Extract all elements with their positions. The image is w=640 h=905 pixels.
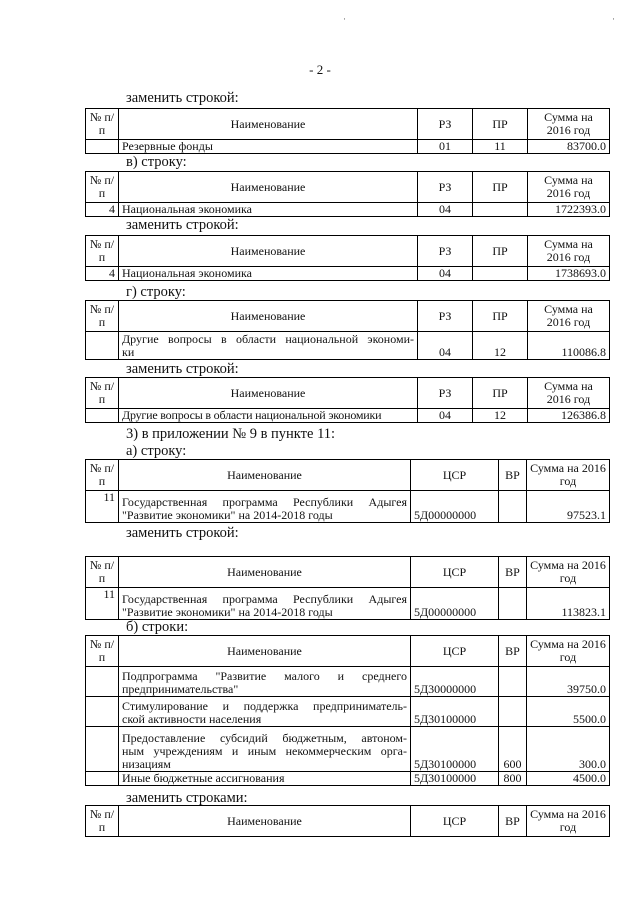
row-name: Резервные фонды [119, 140, 418, 154]
row-num: 4 [86, 203, 119, 217]
header-rz: РЗ [418, 301, 473, 332]
table [85, 108, 610, 154]
header-sum: Сумма на 2016 год [527, 806, 610, 837]
header-vr: ВР [499, 806, 527, 837]
header-pr: ПР [473, 172, 528, 203]
row-rz: 04 [418, 409, 473, 423]
row-csr: 5Д00000000 [411, 588, 499, 620]
header-num: № п/п [86, 236, 119, 267]
header-name: Наименование [119, 460, 411, 491]
row-sum: 83700.0 [528, 140, 610, 154]
caption: г) строку: [126, 284, 186, 300]
row-sum: 4500.0 [527, 772, 610, 786]
row-name-line: ки [122, 345, 135, 359]
row-name: Национальная экономика [119, 267, 418, 281]
caption: 3) в приложении № 9 в пункте 11: [126, 426, 336, 442]
row-sum: 110086.8 [528, 332, 610, 360]
row-sum: 300.0 [527, 727, 610, 772]
header-sum: Сумма на 2016 год [528, 172, 610, 203]
row-rz: 01 [418, 140, 473, 154]
table-header-row [86, 301, 610, 332]
row-name [119, 697, 411, 727]
row-name [119, 491, 411, 523]
table-header-row [86, 460, 610, 491]
header-name: Наименование [119, 806, 411, 837]
row-sum: 39750.0 [527, 667, 610, 697]
header-sum: Сумма на 2016 год [527, 557, 610, 588]
table [85, 377, 610, 423]
row-num: 11 [86, 588, 119, 620]
header-name: Наименование [119, 378, 418, 409]
row-name-line: Подпрограмма "Развитие малого и среднего [122, 669, 407, 683]
table-header-row [86, 806, 610, 837]
header-pr: ПР [473, 109, 528, 140]
row-sum: 1722393.0 [528, 203, 610, 217]
table-row [86, 203, 610, 217]
row-pr [473, 267, 528, 281]
row-vr [499, 588, 527, 620]
table [85, 805, 610, 837]
caption: б) строки: [126, 619, 189, 635]
table-row [86, 267, 610, 281]
table-header-row [86, 236, 610, 267]
header-num: № п/п [86, 301, 119, 332]
header-name: Наименование [119, 109, 418, 140]
table-row [86, 727, 610, 772]
row-rz: 04 [418, 332, 473, 360]
row-csr: 5Д00000000 [411, 491, 499, 523]
header-sum: Сумма на 2016 год [527, 636, 610, 667]
header-csr: ЦСР [411, 557, 499, 588]
header-pr: ПР [473, 236, 528, 267]
row-rz: 04 [418, 267, 473, 281]
table-row [86, 409, 610, 423]
header-vr: ВР [499, 557, 527, 588]
row-num [86, 727, 119, 772]
table [85, 300, 610, 360]
caption: заменить строками: [126, 790, 248, 806]
header-num: № п/п [86, 636, 119, 667]
table-row [86, 697, 610, 727]
header-name: Наименование [119, 172, 418, 203]
row-name [119, 727, 411, 772]
table [85, 556, 610, 620]
row-name [119, 588, 411, 620]
header-name: Наименование [119, 636, 411, 667]
header-sum: Сумма на 2016 год [528, 109, 610, 140]
header-pr: ПР [473, 301, 528, 332]
row-pr: 12 [473, 332, 528, 360]
row-pr: 11 [473, 140, 528, 154]
scan-mark: · [612, 14, 615, 24]
header-num: № п/п [86, 557, 119, 588]
header-num: № п/п [86, 378, 119, 409]
row-name-line: Стимулирование и поддержка предприниматель- [122, 699, 407, 713]
table-header-row [86, 109, 610, 140]
table-row [86, 491, 610, 523]
row-csr: 5Д30000000 [411, 667, 499, 697]
header-num: № п/п [86, 460, 119, 491]
table-header-row [86, 172, 610, 203]
row-name: Иные бюджетные ассигнования [119, 772, 411, 786]
header-num: № п/п [86, 806, 119, 837]
header-rz: РЗ [418, 172, 473, 203]
caption: заменить строкой: [126, 525, 239, 541]
row-name-line: предпринимательства" [122, 682, 239, 696]
header-vr: ВР [499, 460, 527, 491]
header-csr: ЦСР [411, 806, 499, 837]
header-vr: ВР [499, 636, 527, 667]
row-num [86, 332, 119, 360]
table [85, 171, 610, 217]
header-sum: Сумма на 2016 год [527, 460, 610, 491]
header-num: № п/п [86, 172, 119, 203]
header-num: № п/п [86, 109, 119, 140]
row-num: 11 [86, 491, 119, 523]
header-pr: ПР [473, 378, 528, 409]
row-rz: 04 [418, 203, 473, 217]
row-vr: 800 [499, 772, 527, 786]
table-row [86, 140, 610, 154]
row-num: 4 [86, 267, 119, 281]
header-csr: ЦСР [411, 460, 499, 491]
page-number: - 2 - [309, 62, 331, 77]
row-csr: 5Д30100000 [411, 727, 499, 772]
row-vr [499, 667, 527, 697]
row-num [86, 140, 119, 154]
caption: заменить строкой: [126, 217, 239, 233]
table [85, 459, 610, 523]
row-name [119, 332, 418, 360]
row-num [86, 409, 119, 423]
row-name-line: "Развитие экономики" на 2014-2018 годы [122, 605, 333, 619]
header-csr: ЦСР [411, 636, 499, 667]
table [85, 235, 610, 281]
row-csr: 5Д30100000 [411, 772, 499, 786]
row-name-line: Государственная программа Республики Адыгея [122, 592, 407, 606]
header-sum: Сумма на 2016 год [528, 378, 610, 409]
row-name-line: ным учреждениям и иным некоммерческим орга- [122, 744, 407, 758]
header-rz: РЗ [418, 378, 473, 409]
header-name: Наименование [119, 557, 411, 588]
table-row [86, 588, 610, 620]
table-header-row [86, 378, 610, 409]
header-sum: Сумма на 2016 год [528, 301, 610, 332]
row-name [119, 667, 411, 697]
table [85, 635, 610, 786]
row-vr [499, 491, 527, 523]
header-name: Наименование [119, 301, 418, 332]
row-num [86, 697, 119, 727]
row-name: Национальная экономика [119, 203, 418, 217]
row-csr: 5Д30100000 [411, 697, 499, 727]
header-rz: РЗ [418, 236, 473, 267]
table-row [86, 667, 610, 697]
row-sum: 113823.1 [527, 588, 610, 620]
row-name: Другие вопросы в области национальной экономики [119, 409, 418, 423]
row-vr: 600 [499, 727, 527, 772]
row-sum: 126386.8 [528, 409, 610, 423]
row-pr: 12 [473, 409, 528, 423]
header-sum: Сумма на 2016 год [528, 236, 610, 267]
row-name-line: Предоставление субсидий бюджетным, автоном- [122, 731, 407, 745]
row-sum: 5500.0 [527, 697, 610, 727]
row-pr [473, 203, 528, 217]
caption: а) строку: [126, 443, 187, 459]
row-num [86, 667, 119, 697]
scan-mark: · [343, 14, 346, 24]
row-vr [499, 697, 527, 727]
table-row [86, 772, 610, 786]
row-sum: 97523.1 [527, 491, 610, 523]
table-header-row [86, 557, 610, 588]
row-name-line: низациям [122, 757, 171, 771]
caption: в) строку: [126, 154, 187, 170]
row-num [86, 772, 119, 786]
header-name: Наименование [119, 236, 418, 267]
table-header-row [86, 636, 610, 667]
row-name-line: Другие вопросы в области национальной экономи- [122, 332, 414, 346]
row-name-line: Государственная программа Республики Адыгея [122, 495, 407, 509]
caption: заменить строкой: [126, 361, 239, 377]
row-name-line: ской активности населения [122, 712, 262, 726]
table-row [86, 332, 610, 360]
header-rz: РЗ [418, 109, 473, 140]
caption: заменить строкой: [126, 90, 239, 106]
row-sum: 1738693.0 [528, 267, 610, 281]
row-name-line: "Развитие экономики" на 2014-2018 годы [122, 508, 333, 522]
